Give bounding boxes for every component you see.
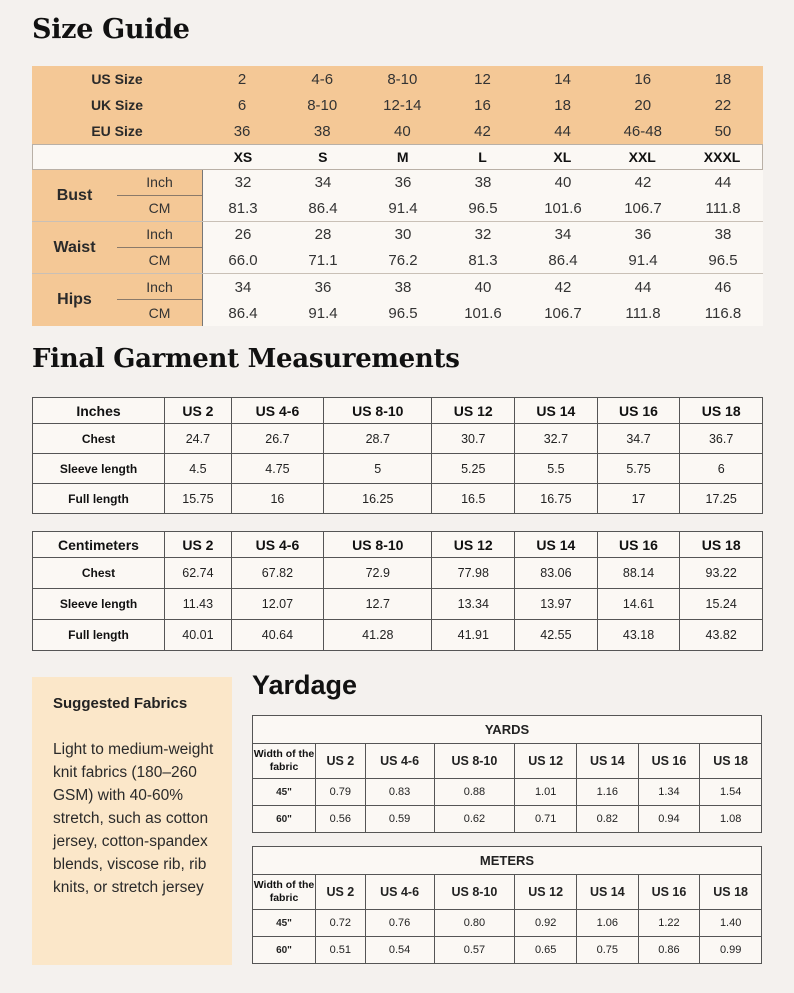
body-side: [32, 170, 202, 221]
width-label: Width of the fabric: [253, 744, 316, 779]
cell: 96.5: [388, 304, 418, 322]
yardage-meters-table: [252, 846, 762, 964]
row-label: Sleeve length: [33, 589, 165, 620]
cell: 11.43: [165, 589, 232, 620]
body-part-label: Bust: [56, 186, 93, 204]
cell: 0.86: [638, 937, 700, 964]
cell: 16.75: [515, 484, 598, 514]
letter-size: L: [478, 149, 487, 165]
cell: 42: [474, 122, 491, 140]
cell: 36: [634, 226, 652, 244]
header-cell: Centimeters: [33, 532, 165, 558]
table-row: [253, 937, 762, 964]
unit-labels: [117, 170, 202, 221]
body-group-waist: [32, 222, 763, 274]
cell: 0.51: [316, 937, 366, 964]
cell: 0.82: [576, 806, 638, 833]
cell: 4.5: [165, 454, 232, 484]
cm-row: [203, 248, 763, 274]
unit-labels: [117, 274, 202, 326]
letter-size: XXL: [628, 149, 656, 165]
letter-size: S: [318, 149, 328, 165]
cell: 1.01: [515, 779, 577, 806]
size-header: US 18: [680, 532, 763, 558]
cell: 116.8: [704, 304, 742, 322]
table-header-row: [253, 744, 762, 779]
unit-inch: Inch: [117, 274, 202, 300]
size-header: US 18: [680, 398, 763, 424]
table-header-row: [253, 875, 762, 910]
cell: 91.4: [388, 199, 418, 217]
size-header: US 8-10: [434, 744, 515, 779]
size-header: US 4-6: [365, 875, 434, 910]
cell: 4.75: [231, 454, 323, 484]
cell: 88.14: [597, 558, 680, 589]
unit-inch: Inch: [117, 170, 202, 196]
letter-size-row: [32, 144, 763, 170]
cell: 91.4: [628, 251, 658, 269]
header-cell: Inches: [33, 398, 165, 424]
cell: 0.83: [365, 779, 434, 806]
cell: 71.1: [308, 251, 338, 269]
cell: 36.7: [680, 424, 763, 454]
cell: 1.34: [638, 779, 700, 806]
fabrics-title: Suggested Fabrics: [53, 695, 188, 712]
cell: 101.6: [544, 199, 582, 217]
cell: 12.7: [324, 589, 432, 620]
size-header: US 14: [515, 532, 598, 558]
body-group-hips: [32, 274, 763, 326]
size-header: US 16: [597, 398, 680, 424]
cell: 0.79: [316, 779, 366, 806]
cell: 67.82: [231, 558, 323, 589]
row-label: US Size: [91, 71, 143, 87]
unit-labels: [117, 222, 202, 273]
cell: 83.06: [515, 558, 598, 589]
cell: 0.72: [316, 910, 366, 937]
cell: 66.0: [228, 251, 258, 269]
cell: 12: [474, 70, 491, 88]
cell: 13.97: [515, 589, 598, 620]
table-row: [33, 620, 763, 651]
size-header: US 16: [597, 532, 680, 558]
cell: 76.2: [388, 251, 418, 269]
cell: 16: [634, 70, 652, 88]
cell: 22: [714, 96, 732, 114]
row-label: Sleeve length: [33, 454, 165, 484]
body-values: [202, 222, 763, 273]
table-caption: METERS: [253, 847, 762, 875]
size-header: US 16: [638, 744, 700, 779]
cell: 40.64: [231, 620, 323, 651]
cell: 28.7: [324, 424, 432, 454]
cell: 18: [714, 70, 732, 88]
cell: 1.08: [700, 806, 762, 833]
cell: 81.3: [228, 199, 258, 217]
size-header: US 12: [432, 398, 515, 424]
size-header: US 14: [576, 875, 638, 910]
width-label: Width of the fabric: [253, 875, 316, 910]
caption-row: [253, 847, 762, 875]
size-header: US 8-10: [324, 532, 432, 558]
cell: 4-6: [311, 70, 334, 88]
size-row-uk: [32, 92, 763, 118]
cell: 41.91: [432, 620, 515, 651]
size-header: US 16: [638, 875, 700, 910]
cell: 34: [234, 278, 252, 296]
size-header: US 12: [515, 875, 577, 910]
cell: 0.65: [515, 937, 577, 964]
row-label: 45": [253, 910, 316, 937]
cell: 8-10: [307, 96, 338, 114]
cell: 13.34: [432, 589, 515, 620]
body-part-label: Hips: [57, 291, 92, 308]
yardage-yards-table: [252, 715, 762, 833]
size-header: US 18: [700, 744, 762, 779]
cell: 32.7: [515, 424, 598, 454]
cell: 30: [394, 226, 412, 244]
cell: 1.22: [638, 910, 700, 937]
size-header: US 2: [165, 398, 232, 424]
cell: 14: [554, 70, 571, 88]
unit-cm: CM: [148, 252, 171, 269]
cell: 0.92: [515, 910, 577, 937]
cell: 0.54: [365, 937, 434, 964]
letter-size: M: [396, 149, 409, 165]
garment-inches-table: [32, 397, 763, 514]
cell: 46-48: [623, 122, 662, 140]
table-header-row: [33, 398, 763, 424]
cell: 20: [634, 96, 652, 114]
size-header: US 8-10: [324, 398, 432, 424]
cell: 40: [394, 122, 411, 140]
cell: 40.01: [165, 620, 232, 651]
inch-row: [203, 170, 763, 196]
cell: 12-14: [383, 96, 422, 114]
cell: 46: [714, 278, 732, 296]
cell: 42: [634, 174, 652, 192]
row-label: Chest: [33, 424, 165, 454]
cell: 91.4: [308, 304, 338, 322]
table-header-row: [33, 532, 763, 558]
cell: 0.59: [365, 806, 434, 833]
cell: 5.5: [515, 454, 598, 484]
cell: 44: [714, 174, 732, 192]
cell: 8-10: [387, 70, 418, 88]
size-header: US 12: [432, 532, 515, 558]
row-label: EU Size: [91, 123, 143, 139]
cell: 16.5: [432, 484, 515, 514]
cell: 26: [234, 226, 252, 244]
cell: 41.28: [324, 620, 432, 651]
cell: 93.22: [680, 558, 763, 589]
cell: 1.40: [700, 910, 762, 937]
letter-size: XXXL: [703, 149, 741, 165]
garment-cm-table: [32, 531, 763, 651]
fabrics-description: Light to medium-weight knit fabrics (180–260 GSM) with 40-60% stretch, such as cotton jersey, cotton-spandex blends, viscose rib, rib knits, or stretch jersey: [53, 741, 214, 896]
table-row: [33, 454, 763, 484]
cell: 40: [554, 174, 572, 192]
row-label: UK Size: [90, 97, 144, 113]
cell: 2: [237, 70, 247, 88]
size-row-eu: [32, 118, 763, 144]
table-row: [33, 558, 763, 589]
cell: 34: [314, 174, 332, 192]
cm-row: [203, 300, 763, 326]
size-header: US 14: [576, 744, 638, 779]
row-label: 60": [253, 937, 316, 964]
cell: 101.6: [464, 304, 502, 322]
cell: 1.16: [576, 779, 638, 806]
intl-size-block: [32, 66, 763, 144]
cell: 106.7: [624, 199, 662, 217]
cell: 17: [597, 484, 680, 514]
cell: 0.99: [700, 937, 762, 964]
cell: 36: [394, 174, 412, 192]
size-header: US 2: [316, 744, 366, 779]
suggested-fabrics-box: [32, 677, 232, 965]
cell: 77.98: [432, 558, 515, 589]
cell: 0.56: [316, 806, 366, 833]
cell: 34: [554, 226, 572, 244]
unit-inch: Inch: [117, 222, 202, 248]
cm-row: [203, 196, 763, 222]
cell: 14.61: [597, 589, 680, 620]
cell: 6: [237, 96, 247, 114]
cell: 17.25: [680, 484, 763, 514]
body-side: [32, 274, 202, 326]
cell: 38: [313, 122, 331, 140]
cell: 1.54: [700, 779, 762, 806]
cell: 86.4: [548, 251, 578, 269]
cell: 5.25: [432, 454, 515, 484]
cell: 44: [634, 278, 652, 296]
cell: 0.94: [638, 806, 700, 833]
yardage-title: Yardage: [252, 670, 358, 700]
size-header: US 12: [515, 744, 577, 779]
cell: 36: [233, 122, 251, 140]
cell: 1.06: [576, 910, 638, 937]
size-header: US 14: [515, 398, 598, 424]
size-header: US 18: [700, 875, 762, 910]
cell: 0.75: [576, 937, 638, 964]
row-label: Full length: [33, 620, 165, 651]
cell: 15.24: [680, 589, 763, 620]
table-row: [253, 779, 762, 806]
cell: 111.8: [625, 304, 661, 322]
body-measurements: [32, 170, 763, 326]
cell: 106.7: [544, 304, 582, 322]
inch-row: [203, 274, 763, 300]
cell: 43.18: [597, 620, 680, 651]
cell: 16.25: [324, 484, 432, 514]
cell: 96.5: [468, 199, 498, 217]
body-values: [202, 274, 763, 326]
cell: 30.7: [432, 424, 515, 454]
unit-cm: CM: [148, 305, 171, 321]
unit-cm: CM: [148, 200, 171, 217]
cell: 16: [231, 484, 323, 514]
cell: 43.82: [680, 620, 763, 651]
cell: 111.8: [705, 199, 741, 217]
cell: 38: [394, 278, 412, 296]
cell: 24.7: [165, 424, 232, 454]
table-row: [33, 589, 763, 620]
cell: 6: [680, 454, 763, 484]
cell: 0.71: [515, 806, 577, 833]
row-label: 45": [253, 779, 316, 806]
cell: 18: [554, 96, 571, 114]
cell: 12.07: [231, 589, 323, 620]
cell: 0.62: [434, 806, 515, 833]
cell: 0.80: [434, 910, 515, 937]
cell: 5.75: [597, 454, 680, 484]
cell: 62.74: [165, 558, 232, 589]
cell: 40: [474, 278, 492, 296]
cell: 28: [314, 226, 332, 244]
size-header: US 4-6: [231, 398, 323, 424]
table-row: [33, 424, 763, 454]
cell: 32: [474, 226, 492, 244]
size-header: US 4-6: [365, 744, 434, 779]
size-header: US 4-6: [231, 532, 323, 558]
cell: 38: [714, 226, 732, 244]
letter-size: XL: [553, 149, 572, 165]
cell: 32: [234, 174, 252, 192]
table-row: [253, 910, 762, 937]
cell: 0.88: [434, 779, 515, 806]
cell: 38: [474, 174, 492, 192]
body-group-bust: [32, 170, 763, 222]
letter-size: XS: [233, 149, 253, 165]
cell: 36: [314, 278, 332, 296]
body-values: [202, 170, 763, 221]
cell: 86.4: [308, 199, 338, 217]
size-header: US 8-10: [434, 875, 515, 910]
cell: 26.7: [231, 424, 323, 454]
cell: 0.57: [434, 937, 515, 964]
cell: 34.7: [597, 424, 680, 454]
body-side: [32, 222, 202, 273]
body-part-label: Waist: [53, 238, 96, 256]
cell: 42: [554, 278, 572, 296]
size-guide-title: Size Guide: [32, 14, 190, 45]
cell: 42.55: [515, 620, 598, 651]
table-row: [33, 484, 763, 514]
cell: 86.4: [228, 304, 258, 322]
cell: 0.76: [365, 910, 434, 937]
final-garment-title: Final Garment Measurements: [32, 344, 460, 374]
size-header: US 2: [165, 532, 232, 558]
cell: 96.5: [708, 251, 738, 269]
cell: 16: [474, 96, 491, 114]
table-row: [253, 806, 762, 833]
inch-row: [203, 222, 763, 248]
row-label: Full length: [33, 484, 165, 514]
row-label: Chest: [33, 558, 165, 589]
cell: 50: [714, 122, 732, 140]
size-header: US 2: [316, 875, 366, 910]
table-caption: YARDS: [253, 716, 762, 744]
size-guide-table: [32, 66, 763, 326]
cell: 81.3: [468, 251, 498, 269]
cell: 5: [324, 454, 432, 484]
cell: 15.75: [165, 484, 232, 514]
row-label: 60": [253, 806, 316, 833]
caption-row: [253, 716, 762, 744]
size-row-us: [32, 66, 763, 92]
cell: 44: [554, 122, 571, 140]
cell: 72.9: [324, 558, 432, 589]
